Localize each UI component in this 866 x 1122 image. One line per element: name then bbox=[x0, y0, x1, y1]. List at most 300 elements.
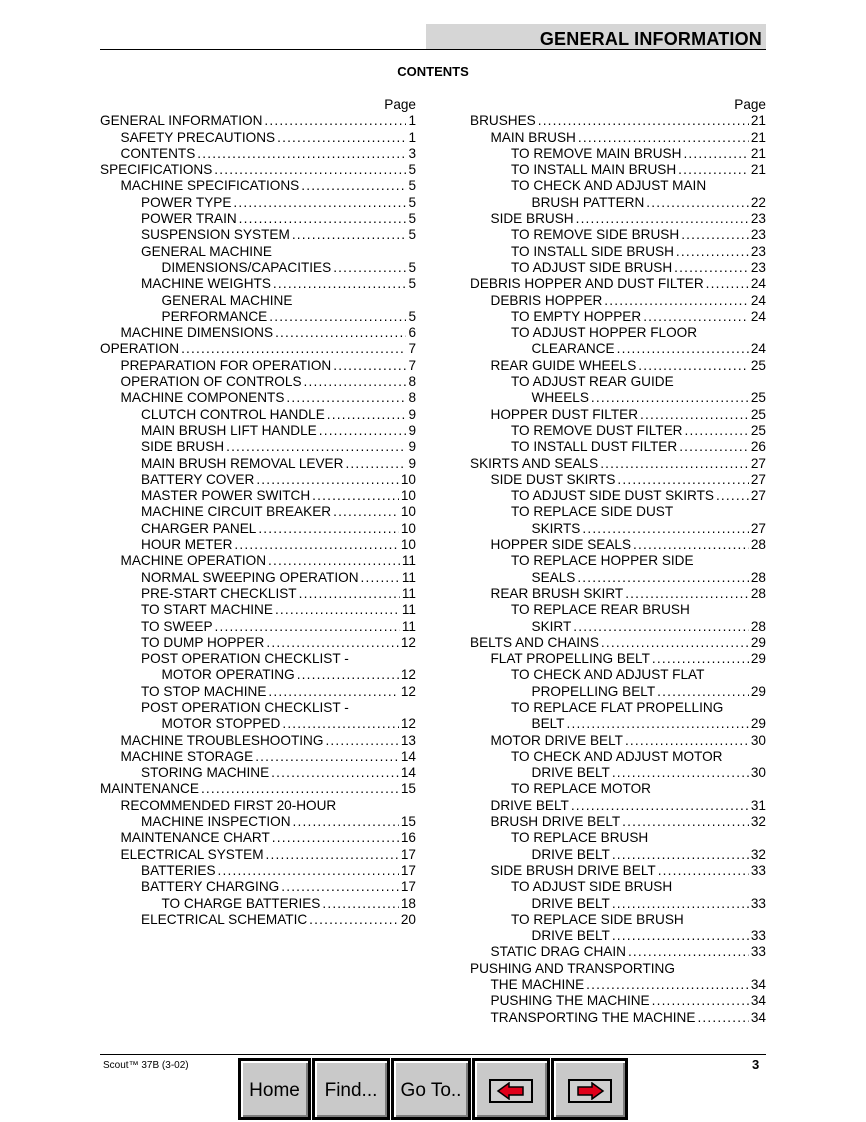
toc-entry[interactable] bbox=[470, 244, 766, 260]
toc-entry-title: OPERATION OF CONTROLS bbox=[120, 374, 302, 390]
toc-entry-title: REAR GUIDE WHEELS bbox=[490, 357, 637, 373]
toc-entry[interactable] bbox=[470, 178, 766, 194]
toc-entry[interactable] bbox=[100, 684, 416, 700]
toc-entry-title: TO INSTALL SIDE BRUSH bbox=[511, 243, 674, 259]
dot-leader bbox=[678, 162, 749, 178]
dot-leader bbox=[214, 162, 406, 178]
dot-leader bbox=[299, 586, 400, 602]
toc-right-list bbox=[470, 113, 766, 1026]
toc-entry-title: MAIN BRUSH REMOVAL LEVER bbox=[141, 455, 344, 471]
toc-entry[interactable] bbox=[470, 716, 766, 732]
dot-leader bbox=[573, 619, 749, 635]
toc-entry[interactable] bbox=[470, 341, 766, 357]
toc-entry-page: 11 bbox=[401, 569, 416, 585]
toc-entry-page: 29 bbox=[750, 634, 766, 650]
toc-entry-page: 14 bbox=[400, 748, 416, 764]
dot-leader bbox=[617, 472, 748, 488]
next-page-button[interactable] bbox=[551, 1058, 628, 1120]
toc-entry-page: 5 bbox=[408, 194, 416, 210]
home-button[interactable] bbox=[238, 1058, 311, 1120]
toc-entry[interactable] bbox=[100, 146, 416, 162]
toc-entry-title: TO REMOVE MAIN BRUSH bbox=[511, 145, 682, 161]
toc-entry[interactable] bbox=[100, 830, 416, 846]
dot-leader bbox=[674, 260, 749, 276]
toc-entry-page: 9 bbox=[408, 406, 416, 422]
toc-entry[interactable] bbox=[470, 619, 766, 635]
toc-entry-title: MAINTENANCE bbox=[100, 781, 199, 797]
toc-entry-page: 15 bbox=[400, 814, 416, 830]
toc-entry[interactable] bbox=[470, 781, 766, 797]
toc-entry[interactable] bbox=[100, 488, 416, 504]
toc-entry[interactable] bbox=[100, 700, 416, 716]
dot-leader bbox=[218, 863, 399, 879]
toc-entry-title: TO REPLACE REAR BRUSH bbox=[511, 602, 690, 618]
toc-entry-title: PERFORMANCE bbox=[161, 308, 268, 324]
toc-entry[interactable] bbox=[470, 765, 766, 781]
toc-entry-page: 5 bbox=[408, 308, 416, 324]
toc-left-list bbox=[100, 113, 416, 928]
toc-entry-page: 27 bbox=[750, 520, 766, 536]
toc-entry-title: ELECTRICAL SYSTEM bbox=[120, 846, 264, 862]
toc-entry-page: 22 bbox=[750, 194, 766, 210]
toc-entry-page: 29 bbox=[750, 716, 766, 732]
toc-entry[interactable] bbox=[470, 928, 766, 944]
toc-entry[interactable] bbox=[470, 993, 766, 1009]
toc-entry-page: 23 bbox=[750, 211, 766, 227]
toc-entry-title: STATIC DRAG CHAIN bbox=[490, 944, 626, 960]
toc-entry-title: BRUSH PATTERN bbox=[531, 194, 645, 210]
toc-entry-title: TO REPLACE SIDE BRUSH bbox=[511, 911, 684, 927]
toc-entry[interactable] bbox=[470, 293, 766, 309]
toc-entry-title: PUSHING AND TRANSPORTING bbox=[470, 960, 675, 976]
toc-entry[interactable] bbox=[470, 553, 766, 569]
dot-leader bbox=[286, 390, 406, 406]
toc-entry[interactable] bbox=[100, 667, 416, 683]
toc-entry-page: 9 bbox=[408, 439, 416, 455]
toc-entry[interactable] bbox=[100, 423, 416, 439]
dot-leader bbox=[281, 879, 399, 895]
toc-entry-title: POWER TYPE bbox=[141, 194, 232, 210]
toc-entry[interactable] bbox=[100, 293, 416, 309]
toc-entry-page: 33 bbox=[750, 944, 766, 960]
toc-entry[interactable] bbox=[470, 863, 766, 879]
toc-entry[interactable] bbox=[100, 570, 416, 586]
toc-entry-title: BATTERY CHARGING bbox=[141, 879, 280, 895]
toc-entry-page: 21 bbox=[750, 129, 766, 145]
dot-leader bbox=[679, 439, 749, 455]
toc-entry[interactable] bbox=[470, 456, 766, 472]
toc-entry-page: 10 bbox=[400, 504, 416, 520]
left-arrow-icon bbox=[489, 1079, 533, 1103]
toc-entry-page: 21 bbox=[750, 145, 766, 161]
toc-entry[interactable] bbox=[100, 276, 416, 292]
toc-entry[interactable] bbox=[470, 309, 766, 325]
toc-entry[interactable] bbox=[470, 570, 766, 586]
toc-entry-page: 25 bbox=[750, 422, 766, 438]
toc-entry[interactable] bbox=[100, 553, 416, 569]
toc-entry-page: 5 bbox=[408, 227, 416, 243]
toc-entry-title: TO ADJUST HOPPER FLOOR bbox=[511, 325, 698, 341]
toc-entry[interactable] bbox=[100, 896, 416, 912]
toc-entry-title: DEBRIS HOPPER bbox=[490, 292, 603, 308]
toc-entry[interactable] bbox=[100, 341, 416, 357]
toc-entry-page: 27 bbox=[750, 455, 766, 471]
toc-entry[interactable] bbox=[470, 814, 766, 830]
toc-entry-title: TO ADJUST REAR GUIDE bbox=[511, 374, 674, 390]
toc-left-column bbox=[100, 97, 416, 928]
toc-entry[interactable] bbox=[470, 944, 766, 960]
toc-entry[interactable] bbox=[100, 521, 416, 537]
toc-entry-page: 30 bbox=[750, 732, 766, 748]
toc-entry[interactable] bbox=[470, 896, 766, 912]
toc-entry[interactable] bbox=[470, 700, 766, 716]
dot-leader bbox=[264, 113, 406, 129]
dot-leader bbox=[333, 358, 406, 374]
toc-entry-page: 5 bbox=[408, 259, 416, 275]
toc-entry-title: RECOMMENDED FIRST 20-HOUR bbox=[120, 797, 337, 813]
toc-entry-title: TO INSTALL MAIN BRUSH bbox=[511, 162, 677, 178]
toc-entry-page: 32 bbox=[750, 814, 766, 830]
dot-leader bbox=[683, 146, 748, 162]
toc-entry-title: SUSPENSION SYSTEM bbox=[141, 227, 290, 243]
toc-entry-title: OPERATION bbox=[100, 341, 180, 357]
toc-entry[interactable] bbox=[470, 602, 766, 618]
toc-entry-title: TO ADJUST SIDE DUST SKIRTS bbox=[511, 488, 714, 504]
dot-leader bbox=[325, 733, 398, 749]
toc-entry-page: 12 bbox=[400, 667, 416, 683]
toc-entry[interactable] bbox=[470, 146, 766, 162]
toc-entry-title: BRUSHES bbox=[470, 113, 536, 129]
dot-leader bbox=[273, 276, 407, 292]
toc-entry[interactable] bbox=[100, 912, 416, 928]
toc-entry-page: 6 bbox=[408, 325, 416, 341]
toc-entry-title: CHARGER PANEL bbox=[141, 520, 257, 536]
dot-leader bbox=[604, 293, 749, 309]
toc-entry-title: ELECTRICAL SCHEMATIC bbox=[141, 911, 308, 927]
toc-entry[interactable] bbox=[100, 439, 416, 455]
toc-entry-page: 18 bbox=[400, 895, 416, 911]
toc-entry-title: TO ADJUST SIDE BRUSH bbox=[511, 879, 673, 895]
toc-entry[interactable] bbox=[470, 635, 766, 651]
toc-entry[interactable] bbox=[470, 472, 766, 488]
toc-entry-title: SIDE DUST SKIRTS bbox=[490, 471, 616, 487]
toc-entry-title: DRIVE BELT bbox=[531, 928, 610, 944]
toc-entry-page: 21 bbox=[750, 113, 766, 129]
toc-entry[interactable] bbox=[470, 227, 766, 243]
toc-entry[interactable] bbox=[100, 472, 416, 488]
dot-leader bbox=[681, 227, 749, 243]
toc-entry[interactable] bbox=[100, 504, 416, 520]
dot-leader bbox=[293, 814, 399, 830]
toc-entry-page: 34 bbox=[750, 977, 766, 993]
toc-entry[interactable] bbox=[470, 749, 766, 765]
dot-leader bbox=[322, 896, 399, 912]
dot-leader bbox=[658, 863, 749, 879]
dot-leader bbox=[640, 407, 749, 423]
toc-entry-title: DRIVE BELT bbox=[531, 895, 610, 911]
toc-entry-page: 10 bbox=[400, 488, 416, 504]
dot-leader bbox=[215, 619, 400, 635]
toc-entry[interactable] bbox=[100, 195, 416, 211]
toc-entry[interactable] bbox=[470, 439, 766, 455]
toc-entry[interactable] bbox=[100, 130, 416, 146]
dot-leader bbox=[312, 488, 399, 504]
toc-entry[interactable] bbox=[470, 423, 766, 439]
toc-entry-page: 7 bbox=[408, 341, 416, 357]
toc-entry[interactable] bbox=[100, 716, 416, 732]
dot-leader bbox=[327, 407, 407, 423]
toc-entry-title: MACHINE OPERATION bbox=[120, 553, 267, 569]
toc-entry-title: HOPPER DUST FILTER bbox=[490, 406, 639, 422]
page-column-label: Page bbox=[384, 97, 416, 112]
toc-entry-title: PUSHING THE MACHINE bbox=[490, 993, 650, 1009]
dot-leader bbox=[333, 260, 406, 276]
toc-entry-page: 26 bbox=[750, 439, 766, 455]
toc-entry[interactable] bbox=[100, 309, 416, 325]
toc-entry[interactable] bbox=[100, 586, 416, 602]
toc-entry-title: TO CHARGE BATTERIES bbox=[161, 895, 321, 911]
toc-entry-title: MAIN BRUSH LIFT HANDLE bbox=[141, 422, 317, 438]
dot-leader bbox=[684, 423, 748, 439]
toc-entry-title: POWER TRAIN bbox=[141, 211, 237, 227]
toc-entry-title: SEALS bbox=[531, 569, 576, 585]
toc-entry[interactable] bbox=[470, 733, 766, 749]
toc-entry[interactable] bbox=[470, 586, 766, 602]
find-button[interactable] bbox=[312, 1058, 390, 1120]
toc-entry-page: 25 bbox=[750, 390, 766, 406]
dot-leader bbox=[268, 553, 400, 569]
dot-leader bbox=[586, 977, 749, 993]
toc-entry-page: 8 bbox=[408, 374, 416, 390]
dot-leader bbox=[576, 211, 749, 227]
toc-entry-page: 20 bbox=[400, 911, 416, 927]
toc-entry-page: 9 bbox=[408, 455, 416, 471]
toc-entry-title: DEBRIS HOPPER AND DUST FILTER bbox=[470, 276, 704, 292]
toc-entry-page: 8 bbox=[408, 390, 416, 406]
toc-entry-title: MACHINE WEIGHTS bbox=[141, 276, 271, 292]
toc-entry-title: TO ADJUST SIDE BRUSH bbox=[511, 259, 673, 275]
toc-entry[interactable] bbox=[100, 227, 416, 243]
toc-entry-page: 1 bbox=[408, 129, 416, 145]
toc-entry[interactable] bbox=[100, 619, 416, 635]
toc-entry-title: WHEELS bbox=[531, 390, 589, 406]
toc-entry[interactable] bbox=[470, 912, 766, 928]
toc-entry[interactable] bbox=[100, 244, 416, 260]
toc-entry[interactable] bbox=[470, 830, 766, 846]
toc-entry[interactable] bbox=[470, 667, 766, 683]
toc-entry-title: TO CHECK AND ADJUST MAIN bbox=[511, 178, 707, 194]
toc-entry-title: TO STOP MACHINE bbox=[141, 683, 267, 699]
toc-entry[interactable] bbox=[470, 651, 766, 667]
dot-leader bbox=[625, 586, 749, 602]
toc-entry-page: 28 bbox=[750, 618, 766, 634]
toc-entry[interactable] bbox=[100, 602, 416, 618]
dot-leader bbox=[275, 602, 400, 618]
dot-leader bbox=[577, 570, 749, 586]
toc-entry[interactable] bbox=[470, 407, 766, 423]
toc-entry[interactable] bbox=[470, 162, 766, 178]
toc-entry-title: SAFETY PRECAUTIONS bbox=[120, 129, 276, 145]
toc-entry[interactable] bbox=[470, 504, 766, 520]
page-number: 3 bbox=[752, 1057, 760, 1072]
toc-entry-title: DRIVE BELT bbox=[531, 846, 610, 862]
toc-entry[interactable] bbox=[470, 113, 766, 129]
dot-leader bbox=[643, 309, 749, 325]
toc-entry[interactable] bbox=[100, 374, 416, 390]
toc-entry[interactable] bbox=[100, 814, 416, 830]
right-arrow-icon bbox=[568, 1079, 612, 1103]
dot-leader bbox=[652, 651, 749, 667]
dot-leader bbox=[617, 341, 749, 357]
dot-leader bbox=[233, 195, 406, 211]
dot-leader bbox=[567, 716, 749, 732]
dot-leader bbox=[333, 504, 399, 520]
toc-entry-title: GENERAL MACHINE bbox=[161, 292, 293, 308]
toc-entry[interactable] bbox=[100, 162, 416, 178]
toc-entry[interactable] bbox=[100, 781, 416, 797]
toc-entry[interactable] bbox=[100, 407, 416, 423]
toc-entry-page: 33 bbox=[750, 928, 766, 944]
dot-leader bbox=[612, 765, 749, 781]
toc-entry-page: 30 bbox=[750, 765, 766, 781]
toc-entry-page: 12 bbox=[400, 716, 416, 732]
toc-entry-page: 5 bbox=[408, 211, 416, 227]
dot-leader bbox=[622, 814, 749, 830]
toc-entry-title: DRIVE BELT bbox=[531, 765, 610, 781]
toc-entry-title: DRIVE BELT bbox=[490, 797, 569, 813]
toc-entry-title: MOTOR DRIVE BELT bbox=[490, 732, 623, 748]
toc-entry[interactable] bbox=[470, 358, 766, 374]
toc-entry[interactable] bbox=[100, 798, 416, 814]
toc-entry-title: TO REPLACE HOPPER SIDE bbox=[511, 553, 694, 569]
toc-entry[interactable] bbox=[100, 765, 416, 781]
toc-entry[interactable] bbox=[100, 325, 416, 341]
dot-leader bbox=[255, 749, 399, 765]
dot-leader bbox=[301, 178, 406, 194]
toc-entry-title: FLAT PROPELLING BELT bbox=[490, 651, 650, 667]
dot-leader bbox=[266, 847, 399, 863]
toc-entry-page: 7 bbox=[408, 357, 416, 373]
toc-entry[interactable] bbox=[470, 879, 766, 895]
toc-entry[interactable] bbox=[470, 211, 766, 227]
toc-entry[interactable] bbox=[100, 749, 416, 765]
toc-entry-page: 10 bbox=[400, 471, 416, 487]
toc-entry-page: 28 bbox=[750, 537, 766, 553]
toc-entry[interactable] bbox=[100, 733, 416, 749]
toc-entry[interactable] bbox=[100, 879, 416, 895]
dot-leader bbox=[266, 635, 399, 651]
dot-leader bbox=[578, 130, 749, 146]
toc-entry[interactable] bbox=[100, 390, 416, 406]
dot-leader bbox=[625, 733, 749, 749]
toc-entry[interactable] bbox=[470, 521, 766, 537]
toc-entry-title: SIDE BRUSH DRIVE BELT bbox=[490, 862, 656, 878]
toc-entry-title: PRE-START CHECKLIST bbox=[141, 585, 297, 601]
toc-entry-title: PREPARATION FOR OPERATION bbox=[120, 357, 332, 373]
toc-entry[interactable] bbox=[470, 195, 766, 211]
toc-entry[interactable] bbox=[100, 178, 416, 194]
toc-entry-page: 3 bbox=[408, 145, 416, 161]
toc-entry-title: POST OPERATION CHECKLIST - bbox=[141, 651, 349, 667]
toc-entry[interactable] bbox=[470, 684, 766, 700]
toc-entry-title: PROPELLING BELT bbox=[531, 683, 656, 699]
dot-leader bbox=[282, 716, 399, 732]
toc-entry-title: TO REPLACE BRUSH bbox=[511, 830, 649, 846]
dot-leader bbox=[277, 130, 406, 146]
dot-leader bbox=[633, 537, 749, 553]
toc-entry-title: SKIRTS bbox=[531, 520, 581, 536]
toc-entry[interactable] bbox=[100, 358, 416, 374]
toc-entry[interactable] bbox=[470, 374, 766, 390]
toc-entry[interactable] bbox=[470, 325, 766, 341]
dot-leader bbox=[652, 993, 749, 1009]
toc-entry[interactable] bbox=[470, 390, 766, 406]
toc-entry[interactable] bbox=[470, 798, 766, 814]
dot-leader bbox=[197, 146, 406, 162]
dot-leader bbox=[272, 830, 399, 846]
toc-entry[interactable] bbox=[470, 276, 766, 292]
dot-leader bbox=[309, 912, 399, 928]
toc-entry-title: MOTOR OPERATING bbox=[161, 667, 295, 683]
dot-leader bbox=[612, 928, 749, 944]
toc-entry-title: HOUR METER bbox=[141, 537, 233, 553]
toc-entry[interactable] bbox=[470, 1010, 766, 1026]
toc-entry[interactable] bbox=[470, 961, 766, 977]
toc-entry-page: 33 bbox=[750, 895, 766, 911]
toc-entry-title: TO REPLACE MOTOR bbox=[511, 781, 651, 797]
toc-entry-page: 1 bbox=[408, 113, 416, 129]
dot-leader bbox=[601, 635, 749, 651]
toc-entry-page: 10 bbox=[400, 520, 416, 536]
toc-entry[interactable] bbox=[100, 847, 416, 863]
toc-entry[interactable] bbox=[100, 537, 416, 553]
toc-entry[interactable] bbox=[100, 113, 416, 129]
contents-heading: CONTENTS bbox=[397, 64, 469, 79]
dot-leader bbox=[275, 325, 406, 341]
toc-entry-page: 32 bbox=[750, 846, 766, 862]
toc-entry[interactable] bbox=[470, 488, 766, 504]
toc-entry[interactable] bbox=[100, 211, 416, 227]
dot-leader bbox=[571, 798, 749, 814]
toc-entry-page: 34 bbox=[750, 1009, 766, 1025]
toc-entry-page: 21 bbox=[750, 162, 766, 178]
toc-entry-page: 27 bbox=[750, 488, 766, 504]
dot-leader bbox=[612, 896, 749, 912]
toc-entry[interactable] bbox=[470, 537, 766, 553]
dot-leader bbox=[269, 309, 406, 325]
toc-entry[interactable] bbox=[100, 635, 416, 651]
dot-leader bbox=[201, 781, 399, 797]
toc-entry[interactable] bbox=[100, 260, 416, 276]
previous-page-button[interactable] bbox=[472, 1058, 550, 1120]
toc-entry-page: 29 bbox=[750, 683, 766, 699]
toc-entry[interactable] bbox=[470, 130, 766, 146]
toc-entry-title: SPECIFICATIONS bbox=[100, 162, 213, 178]
toc-entry-title: NORMAL SWEEPING OPERATION bbox=[141, 569, 359, 585]
dot-leader bbox=[538, 113, 749, 129]
dot-leader bbox=[361, 570, 400, 586]
toc-entry[interactable] bbox=[100, 863, 416, 879]
toc-entry-title: BELT bbox=[531, 716, 565, 732]
goto-button[interactable] bbox=[391, 1058, 471, 1120]
toc-entry[interactable] bbox=[470, 847, 766, 863]
toc-entry-title: SKIRT bbox=[531, 618, 572, 634]
toc-entry[interactable] bbox=[470, 977, 766, 993]
toc-entry[interactable] bbox=[470, 260, 766, 276]
toc-entry[interactable] bbox=[100, 651, 416, 667]
dot-leader bbox=[706, 276, 749, 292]
toc-entry[interactable] bbox=[100, 456, 416, 472]
